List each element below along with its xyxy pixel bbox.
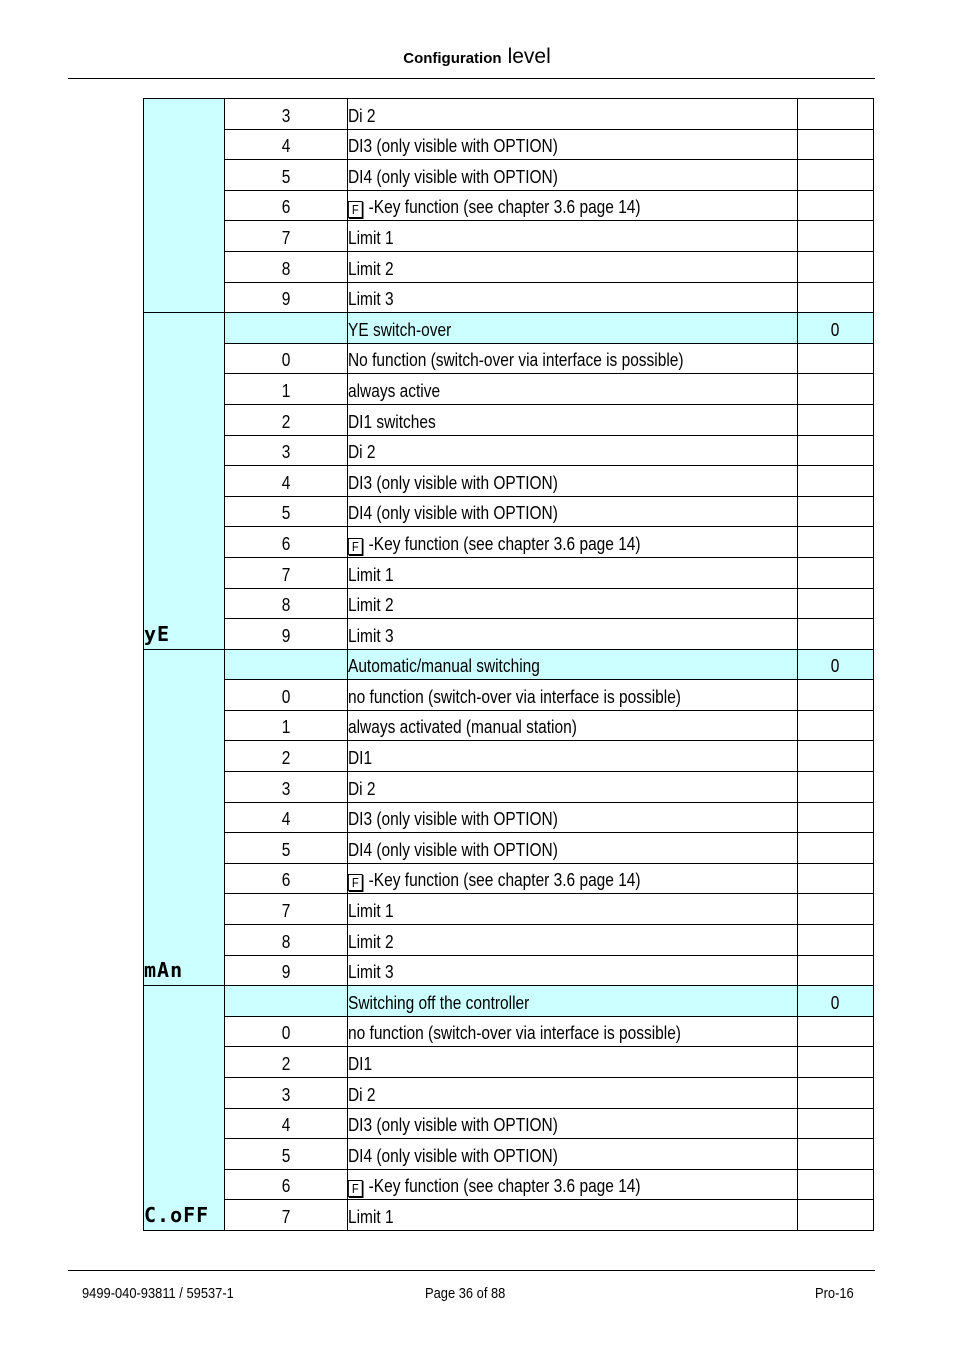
option-description-wrap [348,502,558,526]
parameter-default-cell [798,649,874,680]
option-value: 7 [281,227,291,248]
option-value: 8 [281,595,291,616]
option-description: no function (switch-over via interface is possible) [348,686,681,707]
footer-product: Pro-16 [815,1285,854,1302]
option-value: 1 [281,380,291,401]
parameter-code: mAn [144,958,184,983]
option-description-wrap [348,288,394,312]
option-description-wrap [348,1053,372,1077]
option-row [144,343,874,374]
option-default-cell [798,1078,874,1109]
option-default-cell [798,343,874,374]
option-value-cell [225,833,348,864]
option-description: Di 2 [348,1084,376,1105]
f-key-icon: F [348,1180,363,1197]
option-value: 3 [281,778,291,799]
option-description: -Key function (see chapter 3.6 page 14) [368,1176,641,1197]
option-default-cell [798,435,874,466]
option-value-cell [225,466,348,497]
parameter-value-cell [225,986,348,1017]
parameter-description: Automatic/manual switching [348,656,540,677]
option-value: 3 [281,1084,291,1105]
option-description-cell [348,496,798,527]
option-description-cell [348,251,798,282]
parameter-table [143,98,874,1231]
option-default-cell [798,557,874,588]
option-default-cell [798,282,874,313]
option-value: 7 [281,1206,291,1227]
option-row [144,557,874,588]
option-row [144,129,874,160]
option-default-cell [798,1169,874,1200]
parameter-default-value: 0 [831,656,840,677]
option-value-cell [225,99,348,130]
option-description: DI4 (only visible with OPTION) [348,1145,558,1166]
option-description-wrap [348,808,558,832]
parameter-code-cell [144,313,225,650]
option-value: 4 [281,809,291,830]
option-description: Limit 2 [348,258,394,279]
option-row [144,1078,874,1109]
option-row [144,619,874,650]
option-default-cell [798,710,874,741]
parameter-header-row [144,649,874,680]
option-description-wrap [348,349,684,373]
parameter-description: YE switch-over [348,319,452,340]
option-row [144,190,874,221]
option-description-wrap [348,564,394,588]
option-value: 0 [281,350,291,371]
option-default-cell [798,99,874,130]
parameter-code-cell [144,99,225,313]
header-title-regular: level [507,45,551,68]
parameter-header-row [144,986,874,1017]
option-value-cell [225,343,348,374]
option-description-cell [348,129,798,160]
option-value: 6 [281,197,291,218]
option-value-cell [225,619,348,650]
option-row [144,404,874,435]
option-default-cell [798,1108,874,1139]
option-default-cell [798,894,874,925]
option-value: 6 [281,870,291,891]
option-value-cell [225,557,348,588]
option-value-cell [225,527,348,558]
footer-page-number: Page 36 of 88 [425,1285,506,1302]
option-description-cell [348,1169,798,1200]
parameter-default-cell [798,313,874,344]
option-row [144,925,874,956]
option-default-cell [798,1139,874,1170]
option-description: DI1 [348,748,373,769]
option-description: -Key function (see chapter 3.6 page 14) [368,870,641,891]
option-description-wrap [348,411,436,435]
option-default-cell [798,802,874,833]
option-row [144,1169,874,1200]
option-value: 2 [281,1054,291,1074]
option-row [144,863,874,894]
parameter-default-value: 0 [831,992,840,1013]
option-description: Limit 3 [348,289,394,310]
option-description-cell [348,588,798,619]
option-description: always active [348,380,441,401]
option-description-cell [348,1139,798,1170]
option-description-wrap [348,625,394,649]
option-description-cell [348,466,798,497]
option-value: 3 [281,442,291,463]
option-default-cell [798,221,874,252]
option-description-cell [348,99,798,130]
option-value-cell [225,1169,348,1200]
option-row [144,680,874,711]
option-description-wrap [348,1175,641,1199]
option-description: Di 2 [348,442,376,463]
parameter-header-row [144,313,874,344]
option-value: 3 [281,105,291,126]
option-default-cell [798,833,874,864]
option-value-cell [225,588,348,619]
option-default-cell [798,741,874,772]
option-row [144,588,874,619]
option-value: 9 [281,962,291,983]
option-value-cell [225,1139,348,1170]
option-value: 4 [281,136,291,157]
option-row [144,466,874,497]
option-description: DI3 (only visible with OPTION) [348,809,558,830]
footer-rule [68,1270,875,1271]
option-value: 8 [281,258,291,279]
option-value: 2 [281,748,291,769]
option-default-cell [798,1200,874,1231]
option-description: Limit 1 [348,227,394,248]
option-description-wrap [348,1084,376,1108]
option-description-cell [348,282,798,313]
footer-document-number: 9499-040-93811 / 59537-1 [82,1285,234,1302]
option-description-wrap [348,594,394,618]
option-row [144,802,874,833]
option-description-wrap [348,441,376,465]
option-description: Limit 1 [348,564,394,585]
option-description-cell [348,527,798,558]
option-description-cell [348,680,798,711]
option-default-cell [798,190,874,221]
option-description-wrap [348,258,394,282]
option-description-cell [348,925,798,956]
f-key-icon: F [348,538,363,555]
option-description: Limit 1 [348,1206,394,1227]
option-description-cell [348,1078,798,1109]
option-description-cell [348,221,798,252]
option-row [144,710,874,741]
option-value-cell [225,251,348,282]
option-description: Limit 2 [348,931,394,952]
parameter-code: yE [144,621,171,646]
option-description-wrap [348,747,372,771]
option-value-cell [225,435,348,466]
option-description-wrap [348,1022,681,1046]
option-description-wrap [348,1202,394,1230]
option-default-cell [798,772,874,803]
option-value-cell [225,1108,348,1139]
option-description: DI1 switches [348,411,436,432]
option-value-cell [225,741,348,772]
option-value: 6 [281,533,291,554]
option-description-cell [348,435,798,466]
option-description-wrap [348,686,681,710]
header-rule [68,78,875,79]
option-description: DI3 (only visible with OPTION) [348,1115,558,1136]
option-description-cell [348,1108,798,1139]
option-value-cell [225,955,348,986]
option-description: -Key function (see chapter 3.6 page 14) [368,197,641,218]
option-value-cell [225,894,348,925]
option-row [144,435,874,466]
option-value-cell [225,190,348,221]
option-value: 4 [281,1115,291,1136]
option-description: DI4 (only visible with OPTION) [348,503,558,524]
option-default-cell [798,588,874,619]
option-row [144,374,874,405]
option-value-cell [225,404,348,435]
option-description-wrap [348,105,376,129]
option-row [144,251,874,282]
option-description-wrap [348,778,376,802]
option-description-wrap [348,839,558,863]
option-description-cell [348,190,798,221]
option-value: 5 [281,166,291,187]
option-value: 4 [281,472,291,493]
option-description: Limit 3 [348,962,394,983]
parameter-default-value: 0 [831,319,840,340]
option-value-cell [225,863,348,894]
option-description-cell [348,557,798,588]
option-description: DI4 (only visible with OPTION) [348,166,558,187]
f-key-icon: F [348,874,363,891]
option-description-cell [348,1047,798,1078]
option-description-cell [348,374,798,405]
option-description: DI1 [348,1054,373,1074]
option-description-cell [348,802,798,833]
option-default-cell [798,955,874,986]
option-value: 0 [281,686,291,707]
option-value-cell [225,772,348,803]
parameter-value-cell [225,313,348,344]
option-default-cell [798,129,874,160]
option-default-cell [798,863,874,894]
option-value: 0 [281,1023,291,1044]
option-row [144,1108,874,1139]
option-description-cell [348,1016,798,1047]
option-value-cell [225,282,348,313]
option-value: 7 [281,901,291,922]
option-description: Limit 1 [348,901,394,922]
option-description: Di 2 [348,778,376,799]
option-default-cell [798,1016,874,1047]
option-row [144,833,874,864]
option-description-wrap [348,166,558,190]
option-description-cell [348,955,798,986]
option-description: Limit 3 [348,625,394,646]
option-value: 5 [281,503,291,524]
option-value-cell [225,802,348,833]
option-default-cell [798,925,874,956]
option-row [144,1200,874,1231]
option-row [144,741,874,772]
option-value: 2 [281,411,291,432]
parameter-code-cell [144,649,225,986]
option-value-cell [225,1016,348,1047]
option-description: Limit 2 [348,595,394,616]
option-value-cell [225,221,348,252]
option-value-cell [225,129,348,160]
option-description-wrap [348,869,641,893]
option-row [144,772,874,803]
option-description-cell [348,160,798,191]
option-row [144,99,874,130]
option-description-cell [348,833,798,864]
option-row [144,221,874,252]
option-row [144,496,874,527]
option-value-cell [225,925,348,956]
option-value-cell [225,710,348,741]
option-default-cell [798,619,874,650]
option-default-cell [798,1047,874,1078]
parameter-code: C.oFF [144,1202,210,1227]
option-description: always activated (manual station) [348,717,577,738]
option-value: 9 [281,625,291,646]
option-description: -Key function (see chapter 3.6 page 14) [368,533,641,554]
option-description-cell [348,619,798,650]
option-description-cell [348,343,798,374]
option-row [144,1047,874,1078]
option-value-cell [225,1200,348,1231]
option-default-cell [798,374,874,405]
option-description-wrap [348,1114,558,1138]
option-default-cell [798,680,874,711]
option-default-cell [798,160,874,191]
option-description-cell [348,1200,798,1231]
option-default-cell [798,527,874,558]
option-description: No function (switch-over via interface is possible) [348,350,684,371]
option-description: DI3 (only visible with OPTION) [348,472,558,493]
option-description: DI4 (only visible with OPTION) [348,839,558,860]
option-description: Di 2 [348,105,376,126]
option-description-cell [348,710,798,741]
option-value-cell [225,680,348,711]
option-value: 9 [281,289,291,310]
option-description-wrap [348,716,577,740]
option-value-cell [225,496,348,527]
parameter-code-cell [144,986,225,1231]
parameter-description-cell [348,649,798,680]
option-description-cell [348,404,798,435]
option-default-cell [798,251,874,282]
option-row [144,894,874,925]
option-description: no function (switch-over via interface is possible) [348,1023,681,1044]
option-value-cell [225,160,348,191]
option-value-cell [225,1078,348,1109]
option-description-cell [348,772,798,803]
page-header [0,42,954,74]
option-value: 7 [281,564,291,585]
option-row [144,282,874,313]
option-default-cell [798,496,874,527]
option-value: 5 [281,839,291,860]
option-description-wrap [348,961,394,985]
option-description-cell [348,894,798,925]
option-description-wrap [348,533,641,557]
option-description-wrap [348,380,440,404]
option-default-cell [798,466,874,497]
f-key-icon: F [348,201,363,218]
option-description-wrap [348,931,394,955]
option-row [144,955,874,986]
option-value: 1 [281,717,291,738]
option-description-wrap [348,472,558,496]
option-value: 6 [281,1176,291,1197]
option-description: DI3 (only visible with OPTION) [348,136,558,157]
parameter-description: Switching off the controller [348,992,530,1013]
option-row [144,1139,874,1170]
option-description-cell [348,863,798,894]
option-row [144,1016,874,1047]
parameter-default-cell [798,986,874,1017]
option-value-cell [225,1047,348,1078]
option-row [144,160,874,191]
parameter-description-cell [348,313,798,344]
option-description-wrap [348,135,558,159]
option-description-cell [348,741,798,772]
option-description-wrap [348,900,394,924]
option-value-cell [225,374,348,405]
option-description-wrap [348,196,641,220]
parameter-description-cell [348,986,798,1017]
option-value: 5 [281,1145,291,1166]
option-row [144,527,874,558]
option-value: 8 [281,931,291,952]
header-title-bold: Configuration [403,50,502,67]
parameter-value-cell [225,649,348,680]
option-default-cell [798,404,874,435]
option-description-wrap [348,227,394,251]
option-description-wrap [348,1145,558,1169]
